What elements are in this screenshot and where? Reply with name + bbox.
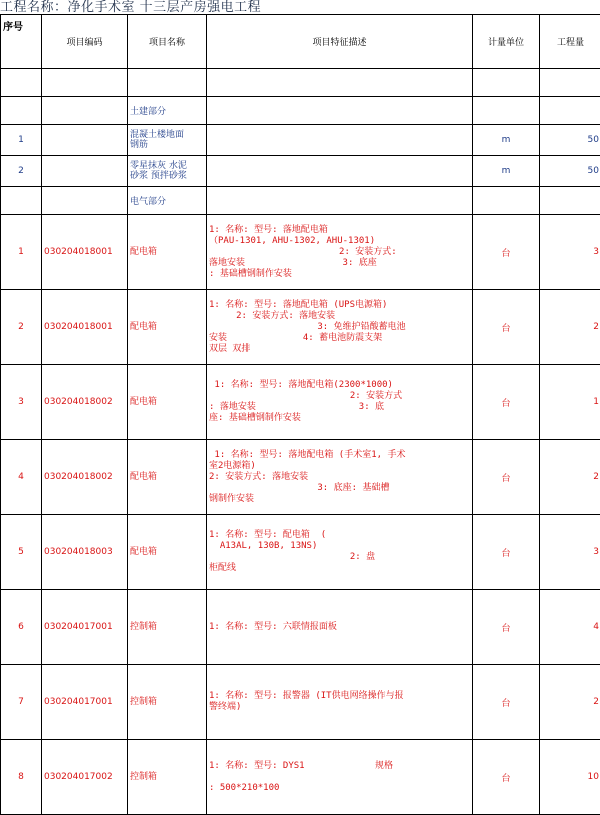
item-name: 配电箱 (128, 440, 207, 515)
section-electrical-label: 电气部分 (128, 187, 207, 215)
row-number: 6 (1, 590, 42, 665)
header-subrow (1, 69, 600, 97)
row-number: 5 (1, 515, 42, 590)
item-name: 零星抹灰 水泥 砂浆 预拌砂浆 (128, 156, 207, 187)
table-row (1, 365, 600, 440)
item-code: 030204017001 (42, 665, 128, 740)
sheet-title: 工程名称：净化手术室 十三层产房强电工程 (0, 0, 261, 16)
item-code: 030204018003 (42, 515, 128, 590)
row-number: 1 (1, 215, 42, 290)
item-description (207, 125, 473, 156)
table-row (1, 665, 600, 740)
item-quantity: 3 (540, 215, 600, 290)
item-name: 配电箱 (128, 515, 207, 590)
table-row (1, 125, 600, 156)
item-unit: m (473, 156, 540, 187)
item-name: 控制箱 (128, 665, 207, 740)
bill-of-quantities-table (0, 14, 600, 815)
item-code (42, 125, 128, 156)
header-row (1, 15, 600, 69)
header-desc: 项目特征描述 (207, 15, 473, 69)
header-code: 项目编码 (42, 15, 128, 69)
item-unit: 台 (473, 590, 540, 665)
header-qty: 工程量 (540, 15, 600, 69)
item-description: 1: 名称: 型号: 配电箱 ( A13AL, 130B, 13NS) 2: 盘 柜配线 (207, 515, 473, 590)
item-description: 1: 名称: 型号: DYS1 规格 : 500*210*100 (207, 740, 473, 815)
item-quantity: 50 (540, 125, 600, 156)
item-name: 控制箱 (128, 590, 207, 665)
item-quantity: 3 (540, 515, 600, 590)
item-code: 030204018001 (42, 215, 128, 290)
item-name: 配电箱 (128, 215, 207, 290)
item-quantity: 1 (540, 365, 600, 440)
item-unit: 台 (473, 290, 540, 365)
table-row (1, 290, 600, 365)
section-civil-label: 土建部分 (128, 97, 207, 125)
item-code (42, 156, 128, 187)
item-description: 1: 名称: 型号: 落地配电箱 (手术室1, 手术 室2电源箱) 2: 安装方式: 落地安装 3: 底座: 基础槽 钢制作安装 (207, 440, 473, 515)
item-description: 1: 名称: 型号: 落地配电箱 （PAU-1301, AHU-1302, AHU-1301) 2: 安装方式: 落地安装 3: 底座 : 基础槽钢制作安装 (207, 215, 473, 290)
header-unit: 计量单位 (473, 15, 540, 69)
item-quantity: 50 (540, 156, 600, 187)
table-row (1, 590, 600, 665)
row-number: 3 (1, 365, 42, 440)
table-row (1, 515, 600, 590)
item-name: 配电箱 (128, 365, 207, 440)
item-unit: 台 (473, 215, 540, 290)
item-quantity: 2 (540, 440, 600, 515)
item-quantity: 2 (540, 665, 600, 740)
item-name: 配电箱 (128, 290, 207, 365)
item-unit: m (473, 125, 540, 156)
table-row (1, 156, 600, 187)
row-number: 8 (1, 740, 42, 815)
row-number: 1 (1, 125, 42, 156)
item-description: 1: 名称: 型号: 落地配电箱 (UPS电源箱) 2: 安装方式: 落地安装 3: 免维护铅酸蓄电池 安装 4: 蓄电池防震支架 双层 双排 (207, 290, 473, 365)
item-unit: 台 (473, 440, 540, 515)
item-description: 1: 名称: 型号: 落地配电箱(2300*1000) 2: 安装方式 : 落地安装 3: 底 座: 基础槽钢制作安装 (207, 365, 473, 440)
section-electrical-row (1, 187, 600, 215)
item-code: 030204018002 (42, 440, 128, 515)
table-row (1, 215, 600, 290)
row-number: 7 (1, 665, 42, 740)
item-quantity: 4 (540, 590, 600, 665)
item-code: 030204017001 (42, 590, 128, 665)
item-unit: 台 (473, 515, 540, 590)
item-name: 控制箱 (128, 740, 207, 815)
table-row (1, 740, 600, 815)
section-civil-row (1, 97, 600, 125)
item-description: 1: 名称: 型号: 报警器 (IT供电网络操作与报 警终端) (207, 665, 473, 740)
table-row (1, 440, 600, 515)
item-code: 030204017002 (42, 740, 128, 815)
item-code: 030204018002 (42, 365, 128, 440)
row-number: 2 (1, 156, 42, 187)
row-number: 4 (1, 440, 42, 515)
item-description: 1: 名称: 型号: 六联情报面板 (207, 590, 473, 665)
item-quantity: 2 (540, 290, 600, 365)
item-unit: 台 (473, 665, 540, 740)
item-unit: 台 (473, 740, 540, 815)
item-unit: 台 (473, 365, 540, 440)
header-no: 序号 (1, 15, 42, 69)
header-name: 项目名称 (128, 15, 207, 69)
item-description (207, 156, 473, 187)
item-code: 030204018001 (42, 290, 128, 365)
row-number: 2 (1, 290, 42, 365)
item-quantity: 10 (540, 740, 600, 815)
item-name: 混凝土楼地面 钢筋 (128, 125, 207, 156)
